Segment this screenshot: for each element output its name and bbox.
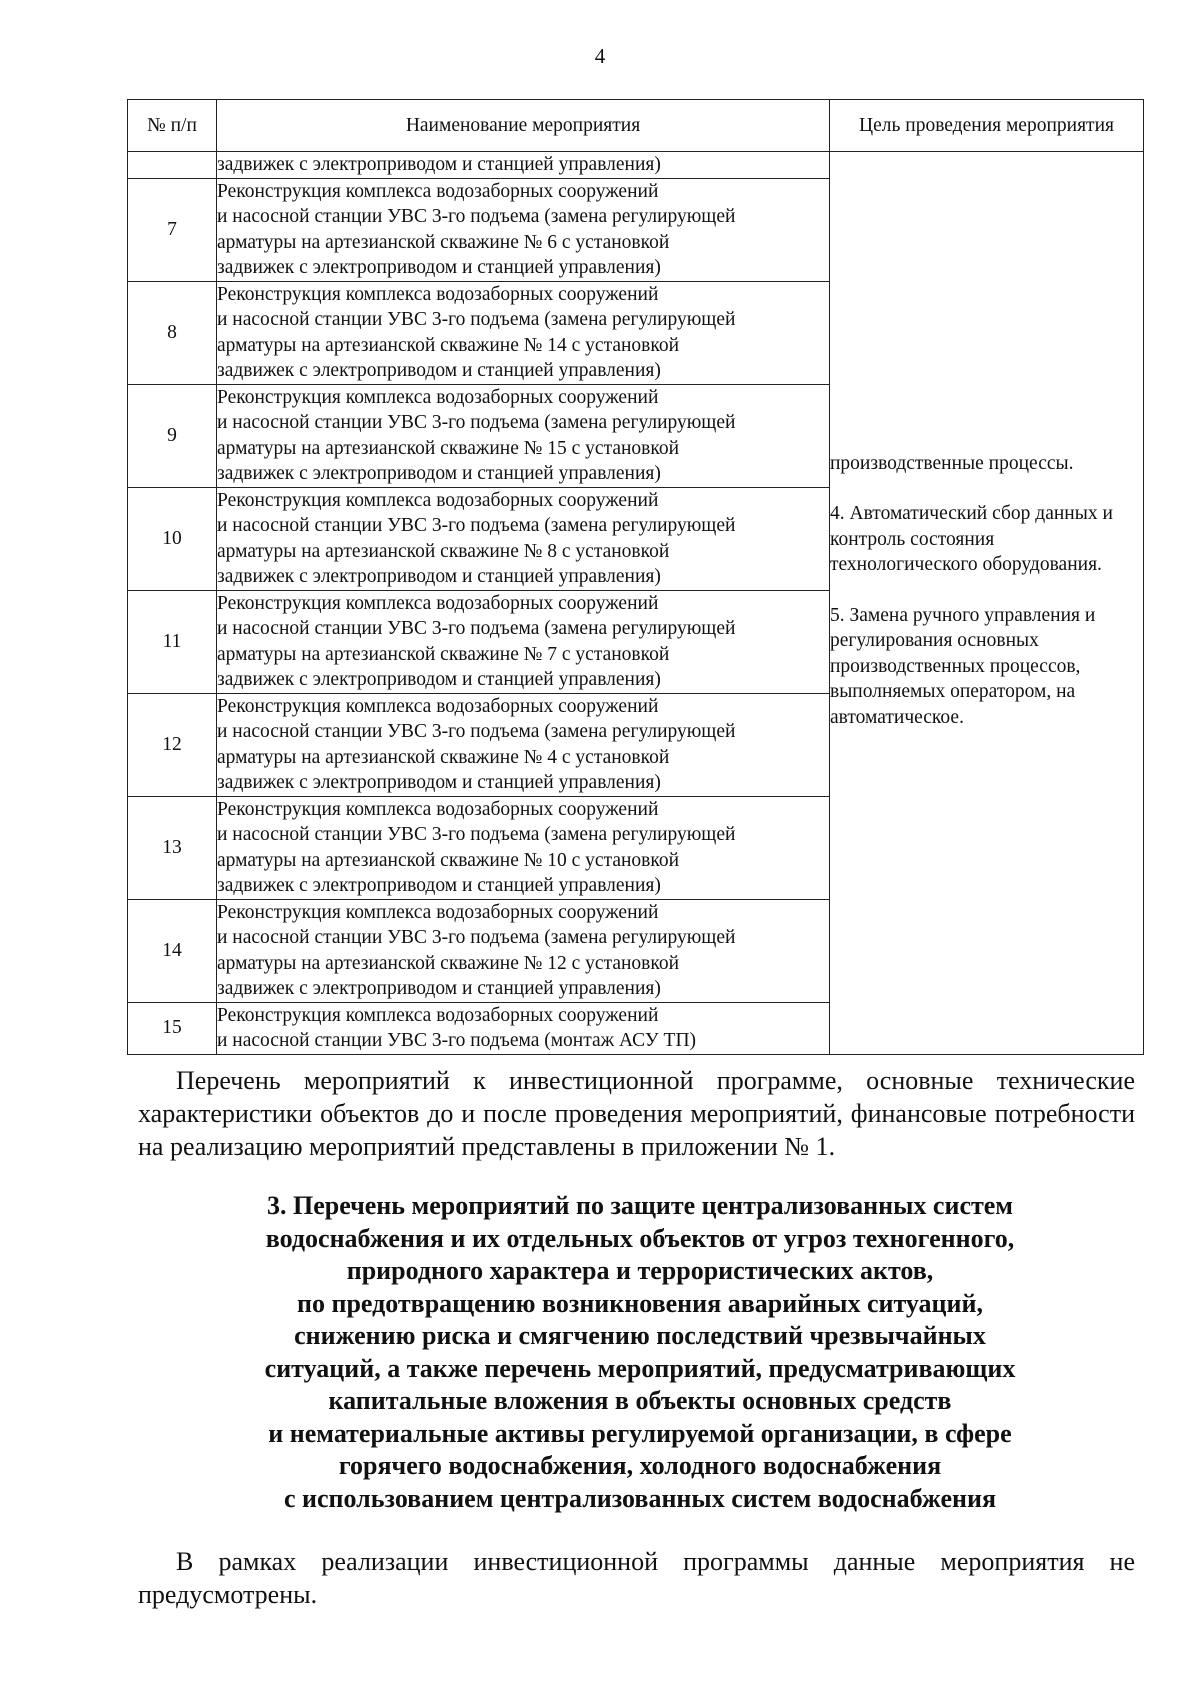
row-name-line: Реконструкция комплекса водозаборных сооружений	[217, 180, 659, 202]
row-name-line: Реконструкция комплекса водозаборных сооружений	[217, 901, 659, 923]
heading-line: ситуаций, а также перечень мероприятий, предусматривающих	[264, 1353, 1016, 1383]
row-name	[217, 152, 830, 179]
table-body	[128, 152, 1144, 1055]
row-name-line: задвижек с электроприводом и станцией управления)	[217, 463, 661, 484]
row-name	[217, 178, 830, 281]
row-number: 10	[128, 487, 217, 590]
measures-table	[127, 99, 1144, 1055]
heading-line: капитальные вложения в объекты основных средств	[328, 1386, 952, 1415]
row-name-line: задвижек с электроприводом и станцией управления)	[217, 360, 661, 381]
paragraph-appendix-reference: Перечень мероприятий к инвестиционной программе, основные технические характеристики объектов до и после проведения мероприятий, финансовые потребности на реализацию мероприятий представлены в приложении № 1.	[138, 1066, 1135, 1161]
row-number: 9	[128, 384, 217, 487]
header-num: № п/п	[128, 100, 217, 152]
row-name-line: и насосной станции УВС 3-го подъема (замена регулирующей	[217, 824, 736, 845]
row-name-line: и насосной станции УВС 3-го подъема (замена регулирующей	[217, 927, 736, 948]
row-name-line: Реконструкция комплекса водозаборных сооружений	[217, 489, 659, 511]
row-number: 13	[128, 796, 217, 899]
row-name-line: Реконструкция комплекса водозаборных сооружений	[217, 386, 659, 408]
heading-line: по предотвращению возникновения аварийных ситуаций,	[296, 1288, 983, 1318]
row-name-line: задвижек с электроприводом и станцией управления)	[217, 978, 661, 999]
row-name-line: Реконструкция комплекса водозаборных сооружений	[217, 695, 659, 717]
row-name-line: и насосной станции УВС 3-го подъема (замена регулирующей	[217, 618, 736, 639]
row-name	[217, 281, 830, 384]
heading-line: и нематериальные активы регулируемой организации, в сфере	[268, 1418, 1012, 1448]
row-number: 8	[128, 281, 217, 384]
table-header-row	[128, 100, 1144, 152]
row-name-line: арматуры на артезианской скважине № 8 с установкой	[217, 540, 670, 562]
goal-paragraph: производственные процессы.	[830, 452, 1074, 474]
table-row-continuation	[128, 152, 1144, 179]
row-name	[217, 590, 830, 693]
goal-cell	[830, 152, 1144, 1055]
row-name-line: и насосной станции УВС 3-го подъема (замена регулирующей	[217, 515, 736, 536]
row-name	[217, 693, 830, 796]
row-name	[217, 1002, 830, 1054]
row-name-line: и насосной станции УВС 3-го подъема (замена регулирующей	[217, 206, 736, 227]
heading-line: с использованием централизованных систем водоснабжения	[283, 1483, 997, 1513]
row-name	[217, 384, 830, 487]
row-name-line: Реконструкция комплекса водозаборных сооружений	[217, 1004, 659, 1026]
header-goal: Цель проведения мероприятия	[830, 100, 1144, 152]
heading-line: природного характера и террористических актов,	[346, 1256, 934, 1285]
row-name-line: арматуры на артезианской скважине № 10 с установкой	[217, 849, 680, 871]
row-number: 14	[128, 899, 217, 1002]
row-number: 15	[128, 1002, 217, 1054]
row-number: 11	[128, 590, 217, 693]
row-name-line: и насосной станции УВС 3-го подъема (замена регулирующей	[217, 412, 736, 433]
row-number: 12	[128, 693, 217, 796]
goal-paragraph: 5. Замена ручного управления и регулирования основных производственных процессов, выполняемых оператором, на автоматическое.	[830, 604, 1096, 728]
row-name-line: арматуры на артезианской скважине № 14 с установкой	[217, 334, 680, 356]
row-name-line: арматуры на артезианской скважине № 7 с установкой	[217, 643, 670, 665]
paragraph-not-provided: В рамках реализации инвестиционной программы данные мероприятия не предусмотрены.	[138, 1547, 1135, 1609]
heading-line: водоснабжения и их отдельных объектов от угроз техногенного,	[265, 1223, 1015, 1253]
row-name	[217, 487, 830, 590]
row-name-line: и насосной станции УВС 3-го подъема (монтаж АСУ ТП)	[217, 1030, 697, 1051]
row-name-line: задвижек с электроприводом и станцией управления)	[217, 154, 661, 175]
row-name-line: арматуры на артезианской скважине № 6 с установкой	[217, 231, 670, 253]
row-name	[217, 796, 830, 899]
heading-line: горячего водоснабжения, холодного водоснабжения	[338, 1451, 942, 1480]
row-name-line: задвижек с электроприводом и станцией управления)	[217, 257, 661, 278]
page-number: 4	[594, 44, 606, 68]
row-name-line: задвижек с электроприводом и станцией управления)	[217, 875, 661, 896]
row-name-line: задвижек с электроприводом и станцией управления)	[217, 772, 661, 793]
row-name-line: Реконструкция комплекса водозаборных сооружений	[217, 798, 659, 820]
row-name-line: и насосной станции УВС 3-го подъема (замена регулирующей	[217, 309, 736, 330]
row-name-line: и насосной станции УВС 3-го подъема (замена регулирующей	[217, 721, 736, 742]
row-name-line: задвижек с электроприводом и станцией управления)	[217, 566, 661, 587]
row-number	[128, 152, 217, 179]
heading-line: снижению риска и смягчению последствий чрезвычайных	[294, 1321, 986, 1350]
row-name	[217, 899, 830, 1002]
heading-line: 3. Перечень мероприятий по защите централизованных систем	[266, 1191, 1014, 1220]
row-name-line: арматуры на артезианской скважине № 15 с установкой	[217, 437, 680, 459]
row-name-line: задвижек с электроприводом и станцией управления)	[217, 669, 661, 690]
row-number: 7	[128, 178, 217, 281]
goal-paragraph: 4. Автоматический сбор данных и контроль состояния технологического оборудования.	[830, 503, 1113, 575]
row-name-line: Реконструкция комплекса водозаборных сооружений	[217, 283, 659, 305]
section-3-heading	[200, 1190, 1080, 1515]
row-name-line: Реконструкция комплекса водозаборных сооружений	[217, 592, 659, 614]
row-name-line: арматуры на артезианской скважине № 12 с установкой	[217, 952, 680, 974]
row-name-line: арматуры на артезианской скважине № 4 с установкой	[217, 746, 670, 768]
header-name: Наименование мероприятия	[217, 100, 830, 152]
